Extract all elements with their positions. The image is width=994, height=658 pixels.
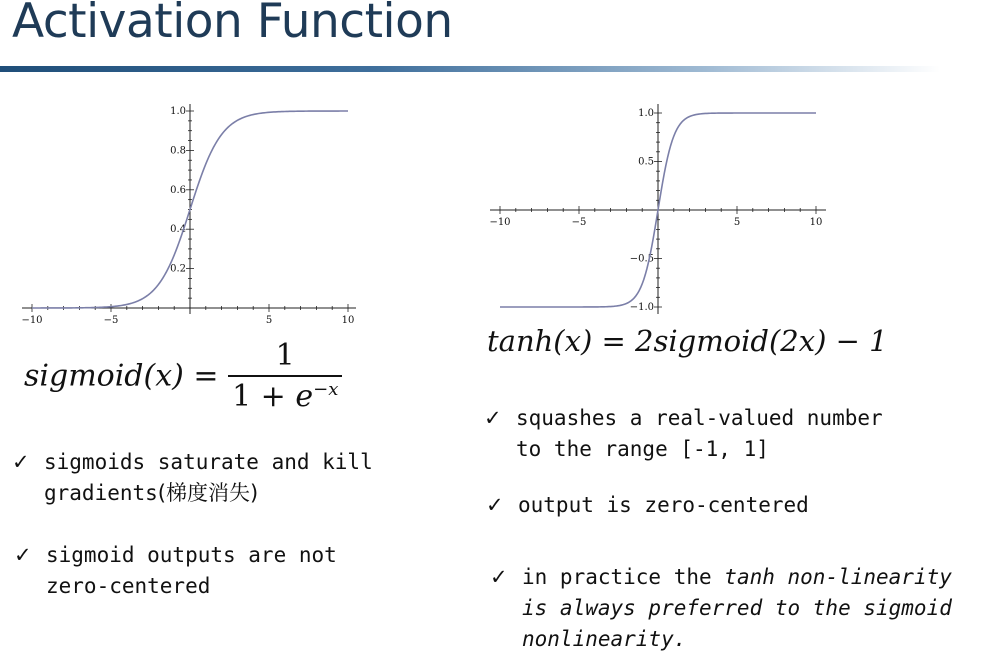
- bullet-line-text: gradients: [44, 481, 158, 505]
- x-tick-label: 5: [265, 315, 273, 326]
- x-tick-label: −10: [21, 315, 43, 326]
- bullet-line: [522, 593, 952, 624]
- sigmoid-formula: [24, 338, 342, 414]
- bullet-cjk-note: (梯度消失): [157, 481, 259, 505]
- bullet-line: [522, 624, 952, 655]
- x-tick-label: 10: [809, 217, 823, 228]
- bullet-line: sigmoid outputs are not: [46, 543, 337, 567]
- sigmoid-fraction-denominator: [228, 375, 342, 414]
- bullet-line: zero-centered: [46, 574, 211, 598]
- y-tick-label: 0.4: [170, 224, 186, 236]
- bullet-emphasis: nonlinearity.: [522, 627, 687, 651]
- denominator-exponent: −x: [313, 379, 339, 400]
- denominator-base: 1 +: [232, 379, 296, 414]
- sigmoid-fraction: [228, 338, 342, 414]
- y-tick-label: −0.5: [629, 253, 654, 265]
- tanh-chart: [480, 100, 840, 320]
- bullet-sigmoid-saturate: [12, 447, 373, 509]
- x-tick-label: −10: [489, 217, 511, 228]
- sigmoid-fraction-numerator: 1: [275, 338, 295, 373]
- check-icon: ✓: [14, 543, 32, 567]
- check-icon: ✓: [12, 450, 30, 474]
- bullet-tanh-squashes: [484, 403, 883, 465]
- slide-title: Activation Function: [12, 0, 453, 49]
- check-icon: ✓: [490, 565, 508, 589]
- bullet-line: [44, 478, 373, 509]
- y-tick-label: 0.6: [170, 184, 186, 196]
- title-underline: [0, 66, 940, 72]
- bullet-line-text: in practice the: [522, 565, 725, 589]
- sigmoid-formula-lhs: sigmoid(x) =: [24, 358, 219, 394]
- bullet-line: sigmoids saturate and kill: [44, 450, 373, 474]
- sigmoid-chart: [0, 100, 370, 332]
- y-tick-label: 1.0: [638, 108, 654, 119]
- bullet-emphasis: is always preferred to the sigmoid: [522, 596, 952, 620]
- check-icon: ✓: [486, 493, 504, 517]
- bullet-tanh-preferred: [490, 562, 952, 655]
- y-tick-label: −1.0: [629, 302, 654, 313]
- bullet-emphasis: tanh non-linearity: [724, 565, 952, 589]
- check-icon: ✓: [484, 406, 502, 430]
- tanh-formula: tanh(x) = 2sigmoid(2x) − 1: [487, 324, 888, 358]
- bullet-line: output is zero-centered: [518, 493, 809, 517]
- y-tick-label: 0.8: [170, 145, 186, 157]
- x-tick-label: 10: [341, 315, 355, 326]
- x-tick-label: 5: [733, 217, 741, 228]
- bullet-sigmoid-not-centered: [14, 540, 337, 602]
- y-tick-label: 1.0: [170, 106, 186, 117]
- denominator-e: e: [295, 379, 314, 414]
- x-tick-label: −5: [103, 315, 119, 326]
- bullet-line: squashes a real-valued number: [516, 406, 883, 430]
- bullet-tanh-centered: [486, 490, 809, 521]
- y-tick-label: 0.5: [638, 156, 654, 168]
- y-tick-label: 0.2: [170, 263, 186, 275]
- x-tick-label: −5: [571, 217, 587, 228]
- bullet-line: [522, 562, 952, 593]
- bullet-line: to the range [-1, 1]: [516, 437, 769, 461]
